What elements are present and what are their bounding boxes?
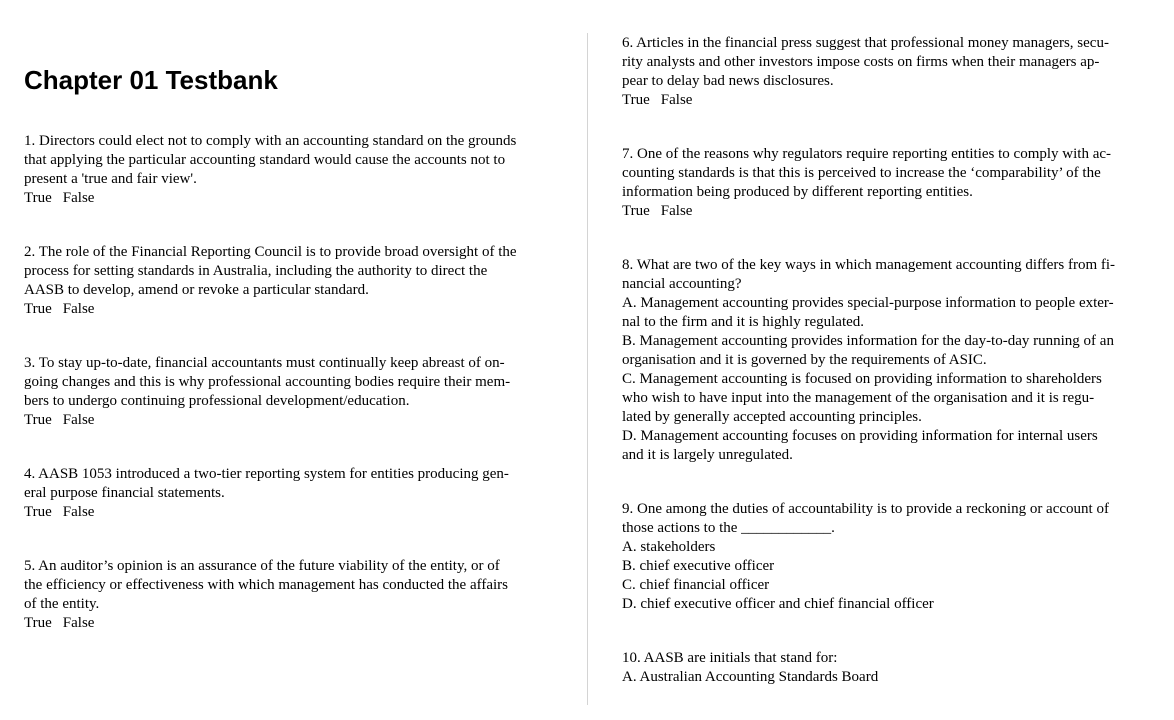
answer-option-line: organisation and it is governed by the requirements of ASIC. xyxy=(622,352,987,368)
question-text-line: those actions to the ____________. xyxy=(622,520,835,536)
question-text-line: 3. To stay up-to-date, financial accountants must continually keep abreast of on- xyxy=(24,355,505,371)
question-text-line: 1. Directors could elect not to comply with an accounting standard on the grounds xyxy=(24,133,517,149)
false-option: False xyxy=(62,190,95,206)
answer-option-line: and it is largely unregulated. xyxy=(622,447,793,463)
question-text-line: 6. Articles in the financial press suggest that professional money managers, secu- xyxy=(622,35,1109,51)
false-option: False xyxy=(62,412,95,428)
question-7 xyxy=(622,145,1111,221)
question-1 xyxy=(24,132,516,208)
answer-option-line: B. chief executive officer xyxy=(622,558,775,574)
question-text-line: that applying the particular accounting standard would cause the accounts not to xyxy=(24,152,506,168)
question-text-line: 8. What are two of the key ways in which management accounting differs from fi- xyxy=(622,257,1116,273)
false-option: False xyxy=(660,92,693,108)
question-text-line: of the entity. xyxy=(24,596,100,612)
true-false-options xyxy=(24,503,509,522)
question-text-line: nancial accounting? xyxy=(622,276,742,292)
question-10 xyxy=(622,649,878,687)
true-false-options xyxy=(24,614,508,633)
question-2 xyxy=(24,243,517,319)
false-option: False xyxy=(62,301,95,317)
answer-option-line: lated by generally accepted accounting principles. xyxy=(622,409,922,425)
answer-option-line: D. chief executive officer and chief financial officer xyxy=(622,596,934,612)
answer-option-line: who wish to have input into the management of the organisation and it is regu- xyxy=(622,390,1095,406)
question-text-line: bers to undergo continuing professional development/education. xyxy=(24,393,410,409)
question-text-line: AASB to develop, amend or revoke a particular standard. xyxy=(24,282,369,298)
question-9 xyxy=(622,500,1109,614)
question-8 xyxy=(622,256,1115,465)
question-text-line: rity analysts and other investors impose costs on firms when their managers ap- xyxy=(622,54,1100,70)
true-option: True xyxy=(24,412,52,428)
question-5 xyxy=(24,557,508,633)
question-text-line: the efficiency or effectiveness with which management has conducted the affairs xyxy=(24,577,508,593)
true-false-options xyxy=(622,91,1109,110)
question-text-line: eral purpose financial statements. xyxy=(24,485,225,501)
question-text-line: information being produced by different reporting entities. xyxy=(622,184,973,200)
false-option: False xyxy=(660,203,693,219)
question-text-line: 9. One among the duties of accountability is to provide a reckoning or account of xyxy=(622,501,1109,517)
page-title: Chapter 01 Testbank xyxy=(24,65,278,95)
question-text-line: 5. An auditor’s opinion is an assurance of the future viability of the entity, or of xyxy=(24,558,500,574)
true-option: True xyxy=(622,203,650,219)
question-text-line: 2. The role of the Financial Reporting Council is to provide broad oversight of the xyxy=(24,244,517,260)
true-false-options xyxy=(24,300,517,319)
question-text-line: present a 'true and fair view'. xyxy=(24,171,197,187)
answer-option-line: B. Management accounting provides information for the day-to-day running of an xyxy=(622,333,1114,349)
question-3 xyxy=(24,354,510,430)
true-option: True xyxy=(24,615,52,631)
true-option: True xyxy=(622,92,650,108)
question-text-line: process for setting standards in Australia, including the authority to direct the xyxy=(24,263,488,279)
question-text-line: pear to delay bad news disclosures. xyxy=(622,73,834,89)
answer-option-line: C. Management accounting is focused on providing information to shareholders xyxy=(622,371,1102,387)
answer-option-line: A. Australian Accounting Standards Board xyxy=(622,669,879,685)
answer-option-line: A. stakeholders xyxy=(622,539,716,555)
question-6 xyxy=(622,34,1109,110)
true-false-options xyxy=(24,189,516,208)
true-false-options xyxy=(24,411,510,430)
question-text-line: 7. One of the reasons why regulators require reporting entities to comply with ac- xyxy=(622,146,1112,162)
true-option: True xyxy=(24,301,52,317)
question-text-line: 4. AASB 1053 introduced a two-tier reporting system for entities producing gen- xyxy=(24,466,509,482)
answer-option-line: nal to the firm and it is highly regulated. xyxy=(622,314,865,330)
answer-option-line: A. Management accounting provides special-purpose information to people exter- xyxy=(622,295,1114,311)
question-text-line: 10. AASB are initials that stand for: xyxy=(622,650,838,666)
answer-option-line: D. Management accounting focuses on providing information for internal users xyxy=(622,428,1098,444)
false-option: False xyxy=(62,504,95,520)
answer-option-line: C. chief financial officer xyxy=(622,577,770,593)
true-option: True xyxy=(24,504,52,520)
column-divider xyxy=(587,33,588,705)
question-4 xyxy=(24,465,509,522)
false-option: False xyxy=(62,615,95,631)
true-option: True xyxy=(24,190,52,206)
question-text-line: counting standards is that this is perceived to increase the ‘comparability’ of the xyxy=(622,165,1101,181)
true-false-options xyxy=(622,202,1111,221)
question-text-line: going changes and this is why professional accounting bodies require their mem- xyxy=(24,374,511,390)
